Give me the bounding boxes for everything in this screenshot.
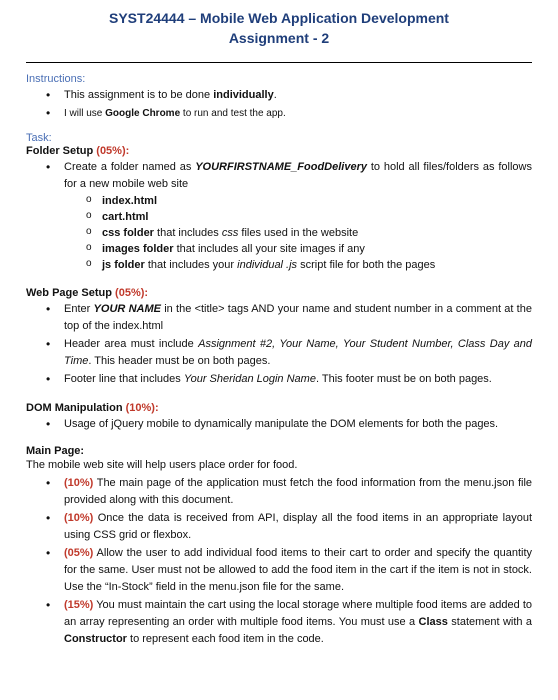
item-text: to hold all files/folders as follows for a new mobile web site	[64, 161, 532, 190]
sub-list-item	[102, 193, 532, 209]
item-text: Allow the user to add individual food items to their cart to order and specify the quantity for the same. User must not be allowed to add the food item in the cart if the item is not in stock. Use the “In-Stock” field in the menu.json file for the same.	[64, 547, 532, 593]
dom-manipulation-heading	[26, 402, 532, 414]
folder-label: css folder	[102, 227, 154, 239]
heading-text: DOM Manipulation	[26, 402, 126, 414]
web-page-setup-heading	[26, 287, 532, 299]
item-bold: Google Chrome	[105, 108, 181, 119]
item-text: to run and test the app.	[180, 108, 286, 119]
item-text: that includes all your site images if any	[173, 243, 365, 255]
item-text: Footer line that includes	[64, 373, 184, 385]
list-item	[64, 87, 532, 104]
item-text: that includes your	[144, 259, 238, 271]
dom-manipulation-list	[26, 416, 532, 433]
file-name: cart.html	[102, 211, 149, 223]
percent-weight: (10%):	[125, 402, 159, 414]
item-text: You must maintain the cart using the local storage where multiple food items are added to an array representing an order with multiple food items. You must use a	[64, 599, 532, 628]
document-header	[26, 0, 532, 48]
list-item: • Usage of jQuery mobile to dynamically manipulate the DOM elements for both the pages.	[64, 416, 532, 433]
folder-setup-heading	[26, 145, 532, 157]
sub-list-item	[102, 225, 532, 241]
percent-weight: (05%)	[64, 547, 94, 559]
list-item	[64, 159, 532, 273]
item-text: The main page of the application must fetch the food information from the menu.json file provided along with this document.	[64, 477, 532, 506]
percent-weight: (10%)	[64, 477, 94, 489]
item-text: script file for both the pages	[297, 259, 436, 271]
item-bold: YOUR NAME	[93, 303, 161, 315]
web-page-setup-list	[26, 301, 532, 388]
item-text: . This footer must be on both pages.	[315, 373, 492, 385]
list-item	[64, 597, 532, 648]
list-item	[64, 301, 532, 335]
item-text: Once the data is received from API, display all the food items in an appropriate layout using CSS grid or flexbox.	[64, 512, 532, 541]
header-divider	[26, 62, 532, 63]
sub-list-item	[102, 209, 532, 225]
item-bold: individually	[213, 89, 274, 101]
item-italic: Assignment #2, Your Name, Your Student Number, Class Day and Time	[64, 338, 533, 367]
main-page-intro: The mobile web site will help users place order for food.	[26, 459, 298, 471]
folder-name: YOURFIRSTNAME_FoodDelivery	[195, 161, 367, 173]
sub-list-item	[102, 257, 532, 273]
percent-weight: (10%)	[64, 512, 94, 524]
list-item	[64, 336, 532, 370]
item-text: in the <title> tags AND your name and student number in a comment at the top of the index.html	[64, 303, 532, 332]
item-text: to represent each food item in the code.	[126, 633, 324, 645]
folder-setup-list	[26, 159, 532, 273]
folder-label: js folder	[102, 259, 145, 271]
list-item	[64, 510, 532, 544]
item-text: statement with a	[447, 616, 533, 628]
instructions-list	[26, 87, 532, 122]
list-item	[64, 545, 532, 596]
item-text: that includes	[153, 227, 222, 239]
assignment-title: Assignment - 2	[228, 30, 330, 46]
folder-label: images folder	[102, 243, 174, 255]
heading-text: Web Page Setup	[26, 287, 116, 299]
item-text: Enter	[64, 303, 94, 315]
percent-weight: (05%):	[96, 145, 130, 157]
folder-contents-list	[64, 193, 532, 273]
item-text: .	[273, 89, 277, 101]
file-name: index.html	[102, 195, 158, 207]
list-item	[64, 475, 532, 509]
main-page-list	[26, 475, 532, 648]
percent-weight: (05%):	[115, 287, 149, 299]
heading-text: Folder Setup	[26, 145, 97, 157]
course-title: SYST24444 – Mobile Web Application Development	[109, 10, 449, 26]
item-text: This assignment is to be done	[64, 89, 214, 101]
main-page-heading: Main Page:	[26, 445, 85, 457]
item-text: . This header must be on both pages.	[88, 355, 271, 367]
item-italic: Your Sheridan Login Name	[183, 373, 316, 385]
sub-list-item	[102, 241, 532, 257]
item-text: files used in the website	[238, 227, 359, 239]
item-bold: Constructor	[64, 633, 127, 645]
item-italic: css	[221, 227, 239, 239]
item-bold: Class	[418, 616, 448, 628]
list-item	[64, 105, 532, 122]
instructions-heading: Instructions:	[26, 73, 86, 85]
task-heading: Task:	[26, 132, 52, 144]
percent-weight: (15%)	[64, 599, 94, 611]
item-italic: individual .js	[237, 259, 298, 271]
item-text: Create a folder named as	[64, 161, 196, 173]
list-item	[64, 371, 532, 388]
item-text: Header area must include	[64, 338, 199, 350]
item-text: I will use	[64, 108, 106, 119]
